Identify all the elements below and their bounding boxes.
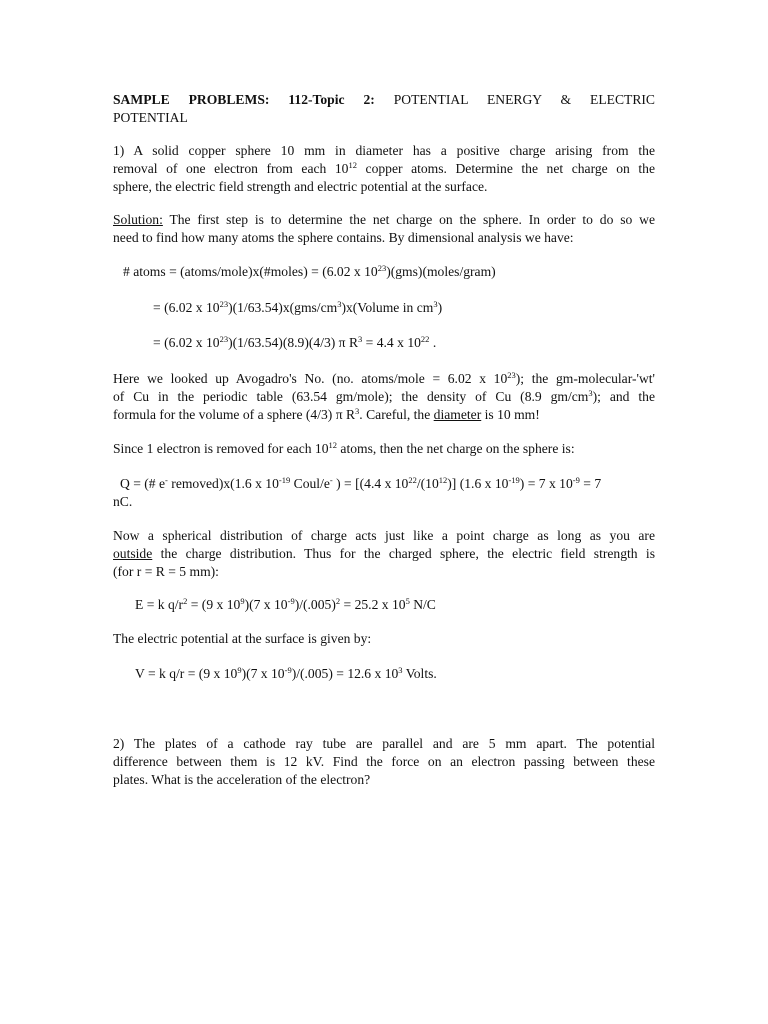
problem-1: [113, 142, 655, 196]
title-bold: SAMPLE PROBLEMS: 112-Topic 2:: [113, 92, 375, 107]
field-equation: E = k $q/r^2 = (9$ x $10^9)(7$ x $10^{-9})/(.005)^2 = 25.2$ x $10^5$ N/C: [135, 596, 436, 612]
solution-line-2: need to find how many atoms the sphere contains. By dimensional analysis we have:: [113, 230, 574, 245]
avogadro-paragraph: [113, 370, 655, 424]
document-title: [113, 91, 655, 127]
problem-1-line-2: removal of one electron from each $10^{12}$ copper atoms. Determine the net charge on the: [113, 160, 655, 176]
problem-2-line-3: plates. What is the acceleration of the electron?: [113, 772, 371, 787]
field-line-1: Now a spherical distribution of charge acts just like a point charge as long as you are: [113, 528, 655, 543]
field-line-2: outside the charge distribution. Thus for the charged sphere, the electric field strength is: [113, 546, 655, 561]
equation-atoms-2: = (6.02 x $10^{23})(1/63.54)x(gms/cm^3)x(Volume$ in $cm^3$): [153, 299, 443, 315]
solution-label: Solution:: [113, 212, 163, 227]
title-line2: POTENTIAL: [113, 110, 188, 125]
avogadro-line-2: of Cu in the periodic table (63.54 gm/mole); the density of Cu (8.9 $gm/cm^3$); and the: [113, 388, 655, 404]
avogadro-line-3: formula for the volume of a sphere (4/3) π $R^3$. Careful, the diameter is 10 mm!: [113, 406, 540, 422]
since-paragraph: Since 1 electron is removed for each $10^{12}$ atoms, then the net charge on the sphere is:: [113, 440, 575, 456]
charge-equation: Q = (# e- removed)x(1.6 x $10^{-19}$ Coul/e- ) = [(4.4 x $10^{22}/(10^{12})$] (1.6 x $10^{-19}) = 7$ x $10^{-9} = 7$ nC.: [113, 475, 602, 509]
field-line-3: (for r = R = 5 mm):: [113, 564, 219, 579]
solution-line-1: The first step is to determine the net charge on the sphere. In order to do so we: [162, 212, 655, 227]
problem-2-line-2: difference between them is 12 kV. Find the force on an electron passing between these: [113, 754, 655, 769]
problem-1-line-1: 1) A solid copper sphere 10 mm in diameter has a positive charge arising from the: [113, 143, 655, 158]
potential-intro: The electric potential at the surface is given by:: [113, 631, 372, 646]
solution-paragraph: [113, 211, 655, 247]
equation-atoms-3: = (6.02 x $10^{23})(1/63.54)(8.9)(4/3)$ π $R^3 = 4.4$ x $10^{22}$ .: [153, 334, 437, 350]
potential-equation: V = k q/r = (9 x $10^9)(7$ x $10^{-9})/(.005) = 12.6$ x $10^3$ Volts.: [135, 665, 437, 681]
avogadro-line-1: Here we looked up Avogadro's No. (no. atoms/mole = 6.02 x $10^{23}$); the gm-molecular-'wt': [113, 370, 655, 386]
equation-atoms-1: # atoms = (atoms/mole)x(#moles) = (6.02 x $10^{23})(gms)(moles/gram)$: [123, 263, 496, 279]
problem-1-line-3: sphere, the electric field strength and electric potential at the surface.: [113, 179, 488, 194]
field-paragraph: [113, 527, 655, 581]
problem-2: [113, 735, 655, 789]
problem-2-line-1: 2) The plates of a cathode ray tube are parallel and are 5 mm apart. The potential: [113, 736, 655, 751]
title-rest: POTENTIAL ENERGY & ELECTRIC: [374, 92, 655, 107]
